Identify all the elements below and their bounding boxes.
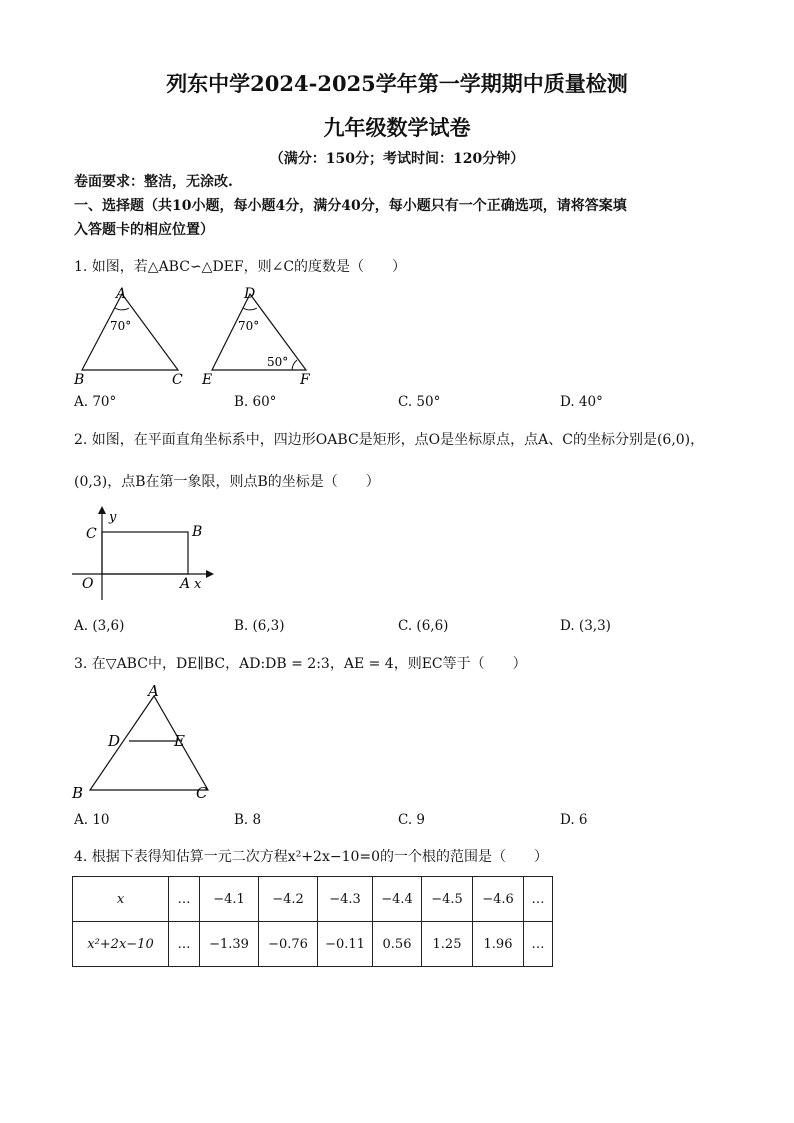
angle-a-value: 70° (110, 319, 132, 333)
table-cell: −4.5 (422, 877, 473, 922)
table-cell: −4.6 (473, 877, 524, 922)
q3-option-a[interactable]: A. 10 (74, 812, 110, 828)
table-cell: … (524, 922, 553, 967)
q3-option-d[interactable]: D. 6 (560, 812, 588, 828)
table-cell: −4.2 (259, 877, 318, 922)
exam-info: （满分：150分；考试时间：120分钟） (269, 151, 525, 167)
label-x: x (194, 577, 202, 592)
section-heading-line2: 入答题卡的相应位置） (74, 222, 214, 238)
table-cell: … (169, 922, 200, 967)
table-cell: … (169, 877, 200, 922)
q2-option-d[interactable]: D. (3,3) (560, 618, 611, 634)
label-c: C (172, 372, 183, 388)
label-b: B (192, 524, 203, 540)
x-axis-arrow (206, 570, 214, 578)
table-row (73, 877, 553, 922)
label-b: B (72, 784, 84, 802)
q1-option-a[interactable]: A. 70° (74, 394, 117, 410)
table-cell: −4.1 (200, 877, 259, 922)
table-cell: −0.76 (259, 922, 318, 967)
table-cell: 1.25 (422, 922, 473, 967)
table-row (73, 922, 553, 967)
y-axis-arrow (98, 506, 106, 514)
label-a: A (180, 576, 191, 592)
exam-subtitle: 九年级数学试卷 (323, 115, 471, 140)
q3-option-b[interactable]: B. 8 (234, 812, 262, 828)
label-o: O (82, 576, 94, 592)
q2-option-b[interactable]: B. (6,3) (234, 618, 285, 634)
label-b: B (74, 372, 85, 388)
q4-stem: 4. 根据下表得知估算一元二次方程x²+2x−10=0的一个根的范围是（ ） (74, 849, 549, 865)
q2-option-a[interactable]: A. (3,6) (74, 618, 125, 634)
angle-a-arc (115, 308, 129, 310)
q1-option-d[interactable]: D. 40° (560, 394, 603, 410)
angle-d-value: 70° (238, 319, 260, 333)
label-d: D (108, 732, 121, 750)
label-y: y (109, 510, 117, 525)
label-e: E (202, 372, 213, 388)
table-cell: 0.56 (373, 922, 422, 967)
q2-option-c[interactable]: C. (6,6) (398, 618, 449, 634)
q2-stem-line2: (0,3)，点B在第一象限，则点B的坐标是（ ） (74, 474, 380, 490)
label-a: A (148, 682, 159, 700)
angle-f-arc (292, 360, 297, 370)
table-cell: −4.4 (373, 877, 422, 922)
q3-stem: 3. 在▽ABC中，DE∥BC，AD:DB = 2:3，AE = 4，则EC等于（ ） (74, 656, 527, 672)
q2-figure (60, 500, 230, 600)
rectangle-oabc (102, 532, 188, 574)
q1-option-b[interactable]: B. 60° (234, 394, 277, 410)
page-requirement: 卷面要求：整洁，无涂改. (74, 174, 233, 190)
q3-option-c[interactable]: C. 9 (398, 812, 426, 828)
table-row-head: x²+2x−10 (73, 922, 169, 967)
table-cell: −4.3 (318, 877, 373, 922)
q1-stem: 1. 如图，若△ABC∽△DEF，则∠C的度数是（ ） (74, 259, 407, 275)
q1-option-c[interactable]: C. 50° (398, 394, 441, 410)
table-cell: … (524, 877, 553, 922)
label-c: C (196, 784, 208, 802)
label-c: C (86, 526, 97, 542)
table-row-head: x (73, 877, 169, 922)
q2-stem-line1: 2. 如图，在平面直角坐标系中，四边形OABC是矩形，点O是坐标原点，点A、C的坐标分别是(6,0)， (74, 432, 705, 448)
angle-f-value: 50° (267, 355, 289, 369)
label-e: E (174, 732, 185, 750)
exam-title: 列东中学2024-2025学年第一学期期中质量检测 (166, 71, 628, 96)
label-f: F (300, 372, 310, 388)
table-cell: −0.11 (318, 922, 373, 967)
angle-d-arc (243, 308, 257, 310)
table-cell: −1.39 (200, 922, 259, 967)
q4-value-table (72, 876, 553, 967)
q3-figure (60, 680, 230, 805)
label-d: D (244, 286, 256, 302)
label-a: A (116, 286, 127, 302)
section-heading-line1: 一、选择题（共10小题，每小题4分，满分40分，每小题只有一个正确选项，请将答案填 (74, 198, 627, 214)
q1-figure (60, 280, 340, 390)
table-cell: 1.96 (473, 922, 524, 967)
